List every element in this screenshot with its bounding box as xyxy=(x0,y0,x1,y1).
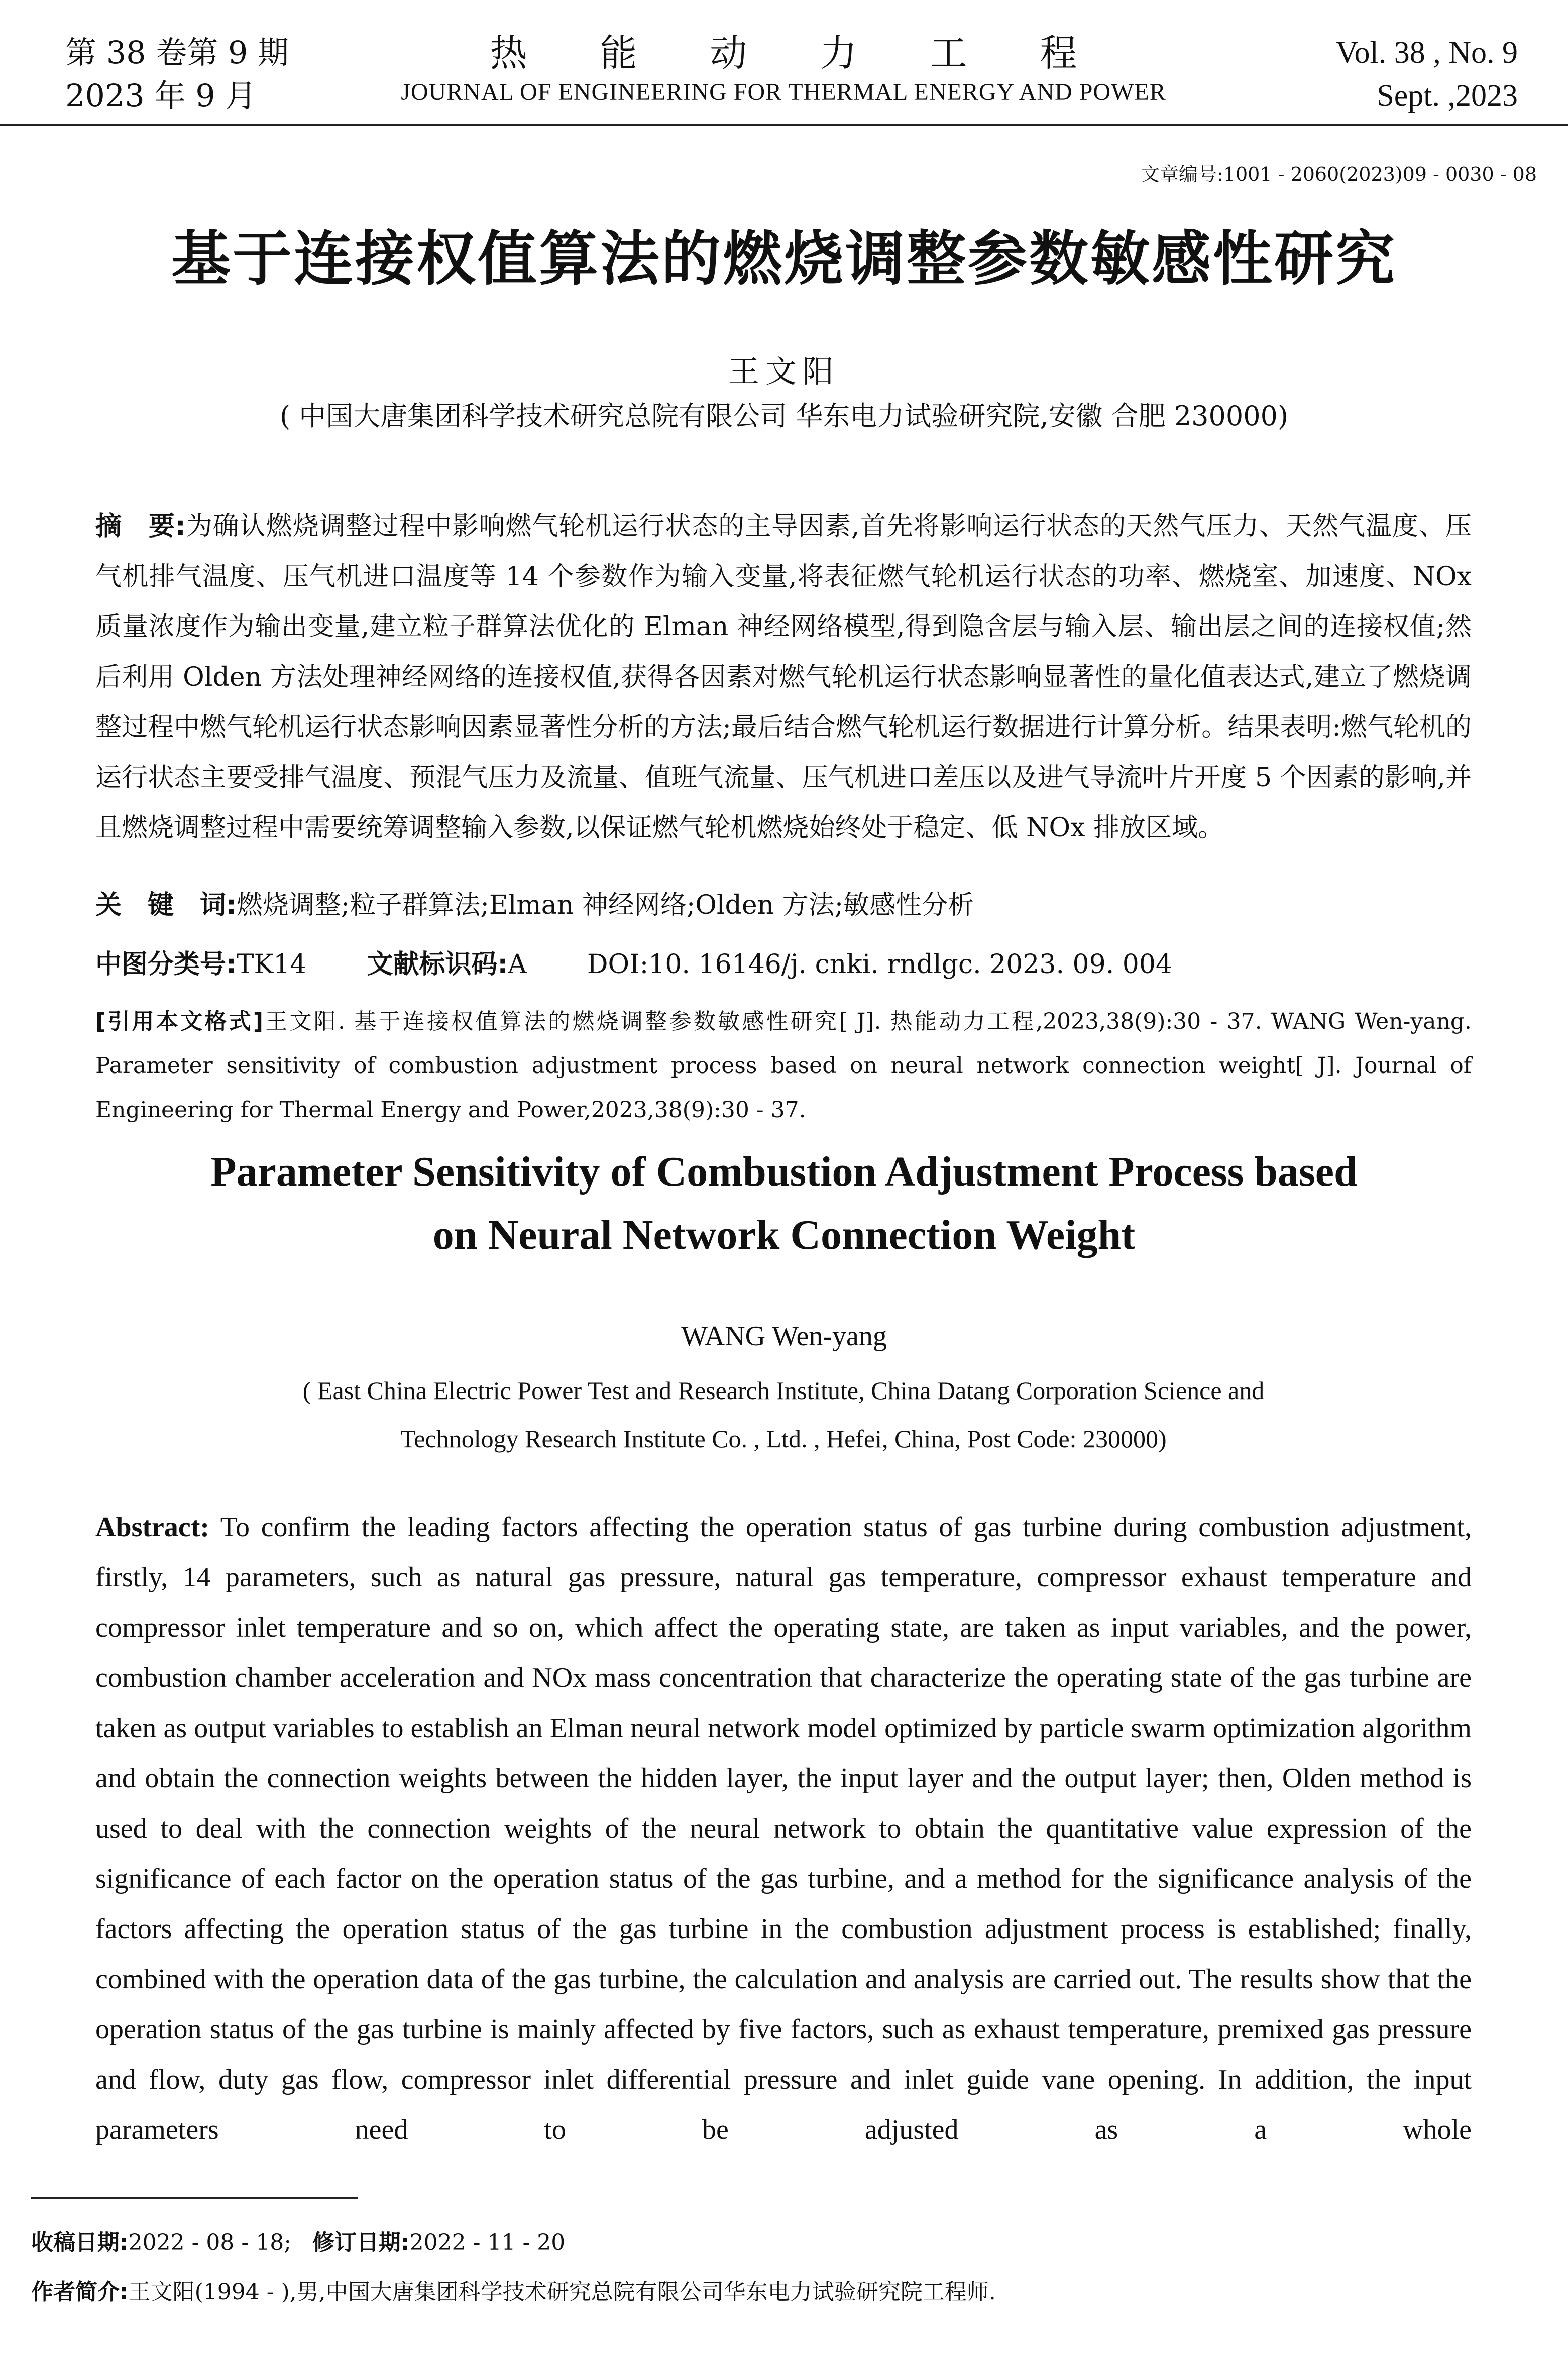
abstract-en xyxy=(95,1502,1472,2155)
title-cn: 基于连接权值算法的燃烧调整参数敏感性研究 xyxy=(171,224,1397,293)
author-cn: 王文阳 xyxy=(728,353,840,390)
header-date-cn: 2023 年 9 月 xyxy=(65,77,257,114)
footnote-author xyxy=(31,2274,1538,2306)
abstract-cn-label: 摘 要: xyxy=(95,511,186,542)
keywords xyxy=(95,885,1472,925)
header-volume-en: Vol. 38 , No. 9 xyxy=(1335,36,1518,70)
doi: DOI:10. 16146/j. cnki. rndlgc. 2023. 09. 004 xyxy=(587,949,1173,980)
keywords-label: 关 键 词: xyxy=(95,890,237,920)
header-rule xyxy=(0,124,1568,126)
citation-text: 王文阳. 基于连接权值算法的燃烧调整参数敏感性研究[ J]. 热能动力工程,2023,38(9):30 - 37. WANG Wen-yang. Parameter sensitivity of combustion adjustment process based on neural network connection weight[ J]. Journal of Engineering for Thermal Energy and Power,2023,38(9):30 - 37. xyxy=(95,1009,1472,1123)
header-volume-issue: 第 38 卷第 9 期 xyxy=(65,34,289,71)
author-bio-label: 作者简介: xyxy=(31,2279,129,2305)
received-label: 收稿日期: xyxy=(31,2230,129,2256)
abstract-en-label: Abstract: xyxy=(95,1512,210,1543)
header-date-en: Sept. ,2023 xyxy=(1377,79,1518,113)
citation-label: [引用本文格式] xyxy=(95,1009,263,1034)
title-en-line2: on Neural Network Connection Weight xyxy=(432,1212,1136,1258)
header-issue-en xyxy=(1336,31,1518,118)
author-en: WANG Wen-yang xyxy=(681,1321,887,1352)
clc-code: TK14 xyxy=(236,949,307,980)
doc-code-label: 文献标识码: xyxy=(367,949,508,980)
classification-line xyxy=(95,944,1472,985)
header-journal xyxy=(352,29,1215,108)
abstract-cn xyxy=(95,501,1472,853)
affiliation-cn: ( 中国大唐集团科学技术研究总院有限公司 华东电力试验研究院,安徽 合肥 230000) xyxy=(279,400,1289,432)
footnote-dates xyxy=(31,2224,1538,2257)
citation xyxy=(95,1000,1472,1132)
header-issue-cn xyxy=(65,31,289,118)
title-en-line1: Parameter Sensitivity of Combustion Adjustment Process based xyxy=(210,1148,1358,1195)
journal-name-cn: 热能动力工程 xyxy=(490,32,1150,75)
keywords-text: 燃烧调整;粒子群算法;Elman 神经网络;Olden 方法;敏感性分析 xyxy=(236,890,974,920)
affiliation-en-line2: Technology Research Institute Co. , Ltd. , Hefei, China, Post Code: 230000) xyxy=(400,1425,1167,1453)
revised-date: 2022 - 11 - 20 xyxy=(409,2230,566,2256)
affiliation-en-line1: ( East China Electric Power Test and Research Institute, China Datang Corporation Science and xyxy=(302,1376,1265,1405)
affiliation-en xyxy=(191,1366,1376,1463)
journal-name-en: JOURNAL OF ENGINEERING FOR THERMAL ENERGY AND POWER xyxy=(401,79,1166,105)
abstract-cn-text: 为确认燃烧调整过程中影响燃气轮机运行状态的主导因素,首先将影响运行状态的天然气压力、天然气温度、压气机排气温度、压气机进口温度等 14 个参数作为输入变量,将表征燃气轮机运行状态的功率、燃烧室、加速度、NOx 质量浓度作为输出变量,建立粒子群算法优化的 Elman 神经网络模型,得到隐含层与输入层、输出层之间的连接权值;然后利用 Olden 方法处理神经网络的连接权值,获得各因素对燃气轮机运行状态影响显著性的量化值表达式,建立了燃烧调整过程中燃气轮机运行状态影响因素显著性分析的方法;最后结合燃气轮机运行数据进行计算分析。结果表明:燃气轮机的运行状态主要受排气温度、预混气压力及流量、值班气流量、压气机进口差压以及进气导流叶片开度 5 个因素的影响,并且燃烧调整过程中需要统筹调整输入参数,以保证燃气轮机燃烧始终处于稳定、低 NOx 排放区域。 xyxy=(95,511,1472,843)
footnote-rule xyxy=(31,2197,358,2199)
abstract-en-text: To confirm the leading factors affecting the operation status of gas turbine during combustion adjustment, firstly, 14 parameters, such as natural gas pressure, natural gas temperature, compressor exhaust temperature and compressor inlet temperature and so on, which affect the operating state, are taken as input variables, and the power, combustion chamber acceleration and NOx mass concentration that characterize the operating state of the gas turbine are taken as output variables to establish an Elman neural network model optimized by particle swarm optimization algorithm and obtain the connection weights between the hidden layer, the input layer and the output layer; then, Olden method is used to deal with the connection weights of the neural network to obtain the quantitative value expression of the significance of each factor on the operation status of the gas turbine, and a method for the significance analysis of the factors affecting the operation status of the gas turbine in the combustion adjustment process is established; finally, combined with the operation data of the gas turbine, the calculation and analysis are carried out. The results show that the operation status of the gas turbine is mainly affected by five factors, such as exhaust temperature, premixed gas pressure and flow, duty gas flow, compressor inlet differential pressure and inlet guide vane opening. In addition, the input parameters need to be adjusted as a whole xyxy=(95,1512,1472,2145)
clc-label: 中图分类号: xyxy=(95,949,237,980)
title-en xyxy=(0,1140,1568,1267)
article-number: 文章编号:1001 - 2060(2023)09 - 0030 - 08 xyxy=(1141,163,1537,185)
author-bio: 王文阳(1994 - ),男,中国大唐集团科学技术研究总院有限公司华东电力试验研究院工程师. xyxy=(128,2279,996,2305)
revised-label: 修订日期: xyxy=(312,2230,410,2256)
doc-code: A xyxy=(508,949,527,980)
received-date: 2022 - 08 - 18; xyxy=(128,2230,292,2256)
